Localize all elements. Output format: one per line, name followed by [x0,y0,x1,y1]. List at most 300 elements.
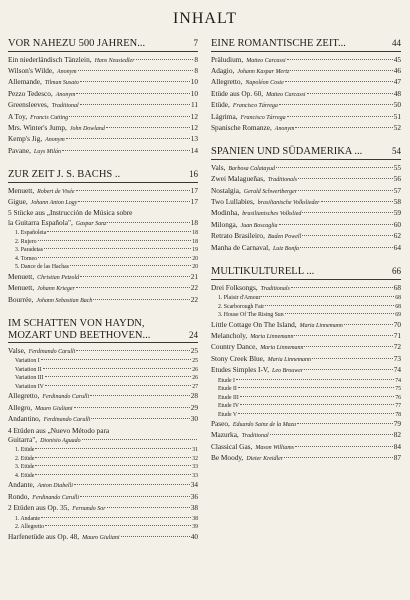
entry-composer: Gaspar Sanz [75,220,107,227]
dot-leader [35,448,191,449]
entry-title: 2. Scarborough Fair [218,303,265,310]
entry-title: 2. Etüde [15,455,35,462]
dot-leader [270,434,393,435]
entry-title: Etüde, [211,100,230,110]
toc-subentry[interactable] [8,255,198,264]
toc-subentry[interactable] [8,446,198,455]
entry-title: A Toy, [8,111,28,121]
dot-leader [238,387,394,388]
entry-composer: Ferdinando Carulli [28,349,76,355]
dot-leader [45,376,192,377]
section-heading-page: 44 [392,38,401,48]
dot-leader [35,465,191,466]
entry-title: 1. Andante [15,515,41,522]
dot-leader [80,81,190,82]
toc-entry[interactable] [211,197,401,208]
entry-composer: John Dowland [69,125,105,132]
entry-title: Etude III [218,394,239,401]
entry-composer: Traditionals [267,177,298,184]
entry-title: Stony Creek Blue, [211,353,265,363]
dot-leader [76,93,189,94]
toc-entry[interactable] [8,492,198,503]
toc-entry[interactable] [211,100,401,111]
entry-composer: Luys Milán [33,148,61,155]
toc-entry[interactable] [211,77,401,88]
toc-entry[interactable] [8,532,198,543]
toc-entry[interactable] [211,112,401,123]
dot-leader [47,231,191,232]
toc-left-column [8,38,198,555]
entry-title: Etüde aus Op. 60, [211,88,264,98]
toc-subentry[interactable] [8,229,198,238]
entry-page: 40 [190,531,198,541]
entry-composer: Mauro Giuliani [35,405,73,412]
dot-leader [93,299,189,300]
entry-composer: Baden Powell [267,234,302,241]
entry-title: Ein niederländisch Tänzlein, [8,54,92,64]
entry-composer: Francis Cutting [30,114,69,121]
dot-leader [69,116,190,117]
entry-composer: Francisco Tárrega [240,114,286,121]
dot-leader [279,224,393,225]
toc-entry[interactable] [211,243,401,254]
toc-entry[interactable] [211,320,401,331]
toc-entry[interactable] [211,163,401,174]
entry-page: 84 [393,441,401,451]
toc-subentry[interactable] [8,515,198,524]
entry-title: 2 Etüden aus Op. 35, [8,503,70,513]
dot-leader [66,138,190,139]
entry-page: 22 [190,283,198,293]
dot-leader [41,359,192,360]
entry-title: Andante, [8,480,35,490]
dot-leader [307,93,393,94]
dot-leader [298,178,393,179]
entry-page: 75 [395,386,401,393]
entry-page: 30 [190,414,198,424]
dot-leader [41,517,191,518]
toc-subentry[interactable] [211,402,401,411]
dot-leader [35,474,191,475]
toc-entry[interactable] [8,403,198,414]
entry-composer: Traditionals [260,285,290,292]
toc-subentry[interactable] [8,366,198,375]
entry-title-continued-line [8,218,198,229]
entry-title: Wilson's Wilde, [8,65,54,75]
entry-page: 17 [190,185,198,195]
entry-title: Gigue, [8,197,28,207]
toc-entry[interactable] [211,283,401,294]
dot-leader [107,507,190,508]
entry-page: 17 [190,197,198,207]
entry-composer: Dieter Kreidler [246,456,284,463]
toc-entry[interactable] [8,503,198,514]
toc-entry[interactable] [211,208,401,219]
section-heading-text: VOR NAHEZU 500 JAHREN... [8,38,146,49]
entry-page: 72 [393,342,401,352]
toc-entry[interactable] [8,112,198,123]
entry-page: 26 [192,375,198,382]
toc-entry[interactable] [8,283,198,294]
dot-leader [294,335,392,336]
entry-title: Mrs. Winter's Jump, [8,122,67,132]
entry-page: 32 [192,455,198,462]
toc-subentry[interactable] [211,303,401,312]
toc-entry[interactable] [8,146,198,157]
toc-subentry[interactable] [8,523,198,532]
toc-section [8,169,198,306]
toc-entry[interactable] [8,391,198,402]
dot-leader [321,201,393,202]
entry-page: 10 [190,88,198,98]
entry-title: 1. Etüde [15,447,35,454]
toc-entry[interactable] [211,365,401,376]
entry-composer: Maria Linnemann [250,333,294,340]
entry-title: Andantino, [8,414,41,424]
toc-entry[interactable] [8,123,198,134]
entry-composer: Luiz Bonfa [272,245,300,252]
entry-page: 87 [393,453,401,463]
dot-leader [76,287,190,288]
toc-subentry[interactable] [211,411,401,420]
entry-page: 38 [190,503,198,513]
dot-leader [279,104,393,105]
entry-title: Mazurka, [211,430,239,440]
dot-leader [106,127,190,128]
entry-composer: Anonym [55,91,76,98]
toc-section [211,146,401,254]
dot-leader [76,190,190,191]
entry-page: 38 [192,515,198,522]
entry-title: Präludium, [211,54,244,64]
toc-section [8,318,198,543]
toc-entry[interactable] [8,197,198,208]
entry-title: Drei Folksongs, [211,282,258,292]
entry-title: Etude V [218,411,238,418]
section-heading [8,38,198,52]
toc-entry[interactable] [211,174,401,185]
toc-subentry[interactable] [8,383,198,392]
dot-leader [295,127,392,128]
entry-title: Vals, [211,162,226,172]
dot-leader [74,407,190,408]
entry-title: Valse, [8,346,26,355]
entry-composer: Anton Diabelli [37,483,73,490]
entry-title: 3. Paradetas [15,247,44,254]
dot-leader [261,296,394,297]
entry-page: 45 [393,54,401,64]
dot-leader [284,457,393,458]
entry-title: Etude II [218,386,237,393]
toc-entry[interactable] [211,220,401,231]
section-heading [8,169,198,183]
entry-page: 64 [393,242,401,252]
toc-subentry[interactable] [8,463,198,472]
toc-entry[interactable] [211,453,401,464]
section-heading-page: 54 [392,146,401,157]
entry-title: Lágrima, [211,111,238,121]
entry-title: Greensleeves, [8,100,49,110]
entry-page: 29 [190,402,198,412]
entry-title: Spanische Romanze, [211,122,272,132]
entry-page: 62 [393,231,401,241]
entry-composer: Ferdinando Carulli [43,417,91,424]
entry-title: Allegretto, [8,391,40,401]
entry-composer: Johann Kaspar Mertz [237,68,290,75]
toc-entry[interactable] [211,55,401,66]
entry-title: Variation IV [15,383,44,390]
entry-composer: brasilianische Volkslieder [257,200,320,207]
entry-composer: Tilman Susato [44,80,79,87]
entry-page: 34 [190,480,198,490]
dot-leader [38,240,192,241]
toc-subentry[interactable] [211,394,401,403]
entry-page: 19 [192,247,198,254]
entry-page: 82 [393,430,401,440]
entry-page: 28 [190,391,198,401]
entry-composer: Barbosa Calatayud [228,165,275,172]
entry-composer: Hans Neusiedler [94,57,135,64]
section-heading-text: MULTIKULTURELL ... [211,266,315,278]
toc-subentry[interactable] [8,246,198,255]
entry-page: 13 [190,134,198,144]
entry-page: 11 [190,100,198,110]
entry-title: 4. Etüde [15,472,35,479]
toc-entry[interactable] [8,346,198,357]
entry-title: Kemp's Jig, [8,134,43,144]
dot-leader [265,305,394,306]
entry-title: Etude IV [218,403,240,410]
entry-title: Manha de Carnaval, [211,242,270,252]
toc-subentry[interactable] [211,385,401,394]
dot-leader [285,81,393,82]
section-heading-text: EINE ROMANTISCHE ZEIT... [211,38,346,49]
entry-page: 20 [192,255,198,262]
dot-leader [240,396,394,397]
toc-entry[interactable] [8,77,198,88]
dot-leader [62,150,190,151]
entry-page: 20 [192,264,198,271]
entry-page: 68 [395,295,401,301]
entry-page: 79 [393,419,401,429]
entry-page: 74 [395,377,401,384]
dot-leader [35,457,191,458]
entry-composer: Mauro Giuliani [82,534,120,541]
entry-page: 10 [190,77,198,87]
dot-leader [287,116,393,117]
dot-leader [38,257,191,258]
entry-title: Modinha, [211,208,240,218]
dot-leader [240,404,394,405]
page-title: INHALT [172,10,238,27]
toc-subentry[interactable] [8,374,198,383]
section-heading-page: 7 [193,38,198,48]
dot-leader [295,446,393,447]
dot-leader [238,413,394,414]
toc-subentry[interactable] [211,311,401,320]
toc-entry[interactable] [211,442,401,453]
toc-entry[interactable] [8,426,198,447]
entry-page: 25 [190,346,198,355]
entry-title: Variation III [15,375,44,382]
section-heading-page: 66 [392,266,401,277]
entry-page: 18 [192,230,198,237]
entry-composer: Ferdinando Carulli [32,494,79,501]
entry-page: 39 [192,524,198,531]
section-heading [211,266,401,280]
entry-composer: Maria Linnemann [260,345,304,352]
toc-subentry[interactable] [8,238,198,247]
dot-leader [297,423,393,424]
entry-composer: Anonym [45,137,65,144]
entry-page: 60 [393,219,401,229]
toc-subentry[interactable] [8,263,198,272]
section-heading [211,38,401,52]
toc-entry[interactable] [211,354,401,365]
toc-entry[interactable] [8,295,198,306]
entry-title: Milonga, [211,219,238,229]
entry-composer: Leo Brouwer [272,368,304,375]
toc-section [211,38,401,134]
entry-title: Allemande, [8,77,42,87]
entry-page: 25 [192,358,198,365]
toc-entry[interactable] [211,89,401,100]
dot-leader [90,395,190,396]
section-heading-text: IM SCHATTEN VON HAYDN, MOZART UND BEETHOVEN... [8,318,151,341]
entry-title: 4. Torneo [15,255,38,262]
section-heading-text: SPANIEN UND SÜDAMERIKA ... [211,146,363,158]
entry-title: 2. Allegretto [15,524,44,531]
toc-entry[interactable] [211,430,401,441]
entry-composer: Traditional [51,103,79,110]
dot-leader [45,525,191,526]
entry-title: 3. House Of The Rising Sun [218,312,284,318]
toc-entry[interactable] [211,66,401,77]
dot-leader [80,104,190,105]
toc-entry[interactable] [8,272,198,283]
entry-title: Harfenetüde aus Op. 48, [8,531,80,541]
entry-title: Retrato Brasileiro, [211,231,265,241]
dot-leader [82,439,197,440]
entry-page: 8 [194,54,198,64]
dot-leader [236,379,394,380]
entry-title: Variation I [15,358,40,365]
entry-composer: Eduardo Sainz de la Maza [232,422,296,429]
dot-leader [285,313,395,314]
entry-title: Pezzo Tedesco, [8,88,53,98]
dot-leader [74,484,190,485]
toc-subentry[interactable] [211,377,401,386]
entry-title-continued-line [8,435,198,446]
toc-entry[interactable] [8,414,198,425]
dot-leader [312,358,393,359]
entry-page: 21 [190,271,198,281]
toc-entry[interactable] [8,100,198,111]
entry-title: Two Lullabies, [211,197,255,207]
toc-entry[interactable] [211,231,401,242]
entry-title: 1. Españoleta [15,230,47,237]
entry-page: 74 [393,365,401,375]
dot-leader [300,247,393,248]
entry-composer: Ferdinando Carulli [42,394,90,401]
toc-entry[interactable] [8,134,198,145]
entry-title: Menuett, [8,271,35,281]
toc-entry[interactable] [8,55,198,66]
entry-composer: brasilianisches Volkslied [242,211,302,218]
entry-title: 3. Etüde [15,464,35,471]
toc-subentry[interactable] [8,455,198,464]
entry-composer: Mason Williams [255,444,294,451]
toc-subentry[interactable] [211,294,401,303]
toc-entry[interactable] [211,123,401,134]
entry-title-continued: la Guitarra Española", [8,217,73,227]
toc-entry[interactable] [8,480,198,491]
entry-page: 18 [192,238,198,245]
entry-title: Menuett, [8,185,35,195]
entry-page: 59 [393,208,401,218]
dot-leader [302,212,392,213]
entry-title: 1. Plaisir d'Amour [218,295,261,301]
entry-page: 55 [393,162,401,172]
toc-section [211,266,401,465]
toc-entry[interactable] [8,208,198,229]
entry-title: Adagio, [211,65,235,75]
toc-entry[interactable] [211,419,401,430]
entry-page: 68 [393,282,401,292]
entry-composer: Matteo Carcassi [266,91,306,98]
entry-composer: Robert de Visée [37,188,75,195]
toc-subentry[interactable] [8,357,198,366]
dot-leader [107,222,189,223]
entry-composer: Traditional [241,433,269,440]
toc-right-column [211,38,401,477]
entry-title: Little Cottage On The Island, [211,319,297,329]
dot-leader [80,496,190,497]
entry-page: 71 [393,330,401,340]
dot-leader [302,235,392,236]
toc-entry[interactable] [8,89,198,100]
dot-leader [70,265,191,266]
entry-page: 47 [393,77,401,87]
toc-subentry[interactable] [8,472,198,481]
dot-leader [45,385,191,386]
dot-leader [78,201,189,202]
entry-page: 12 [190,122,198,132]
entry-page: 26 [192,366,198,373]
dot-leader [91,418,189,419]
entry-composer: Napoléon Coste [245,80,284,87]
dot-leader [80,276,190,277]
entry-page: 27 [192,383,198,390]
entry-page: 8 [194,65,198,75]
entry-composer: Juan Boscaglia [240,222,278,229]
dot-leader [304,346,392,347]
entry-composer: Maria Linnemann [267,356,311,363]
entry-composer: Dionisio Aguado [40,438,81,445]
entry-page: 50 [393,100,401,110]
dot-leader [304,369,393,370]
entry-title: Allegro, [8,402,33,412]
toc-entry[interactable] [211,331,401,342]
entry-page: 68 [395,303,401,310]
entry-title: Rondo, [8,491,30,501]
section-heading-page: 16 [189,169,198,180]
toc-entry[interactable] [211,342,401,353]
toc-entry[interactable] [8,66,198,77]
entry-title: Allegretto, [211,77,243,87]
toc-entry[interactable] [211,186,401,197]
toc-entry[interactable] [8,186,198,197]
